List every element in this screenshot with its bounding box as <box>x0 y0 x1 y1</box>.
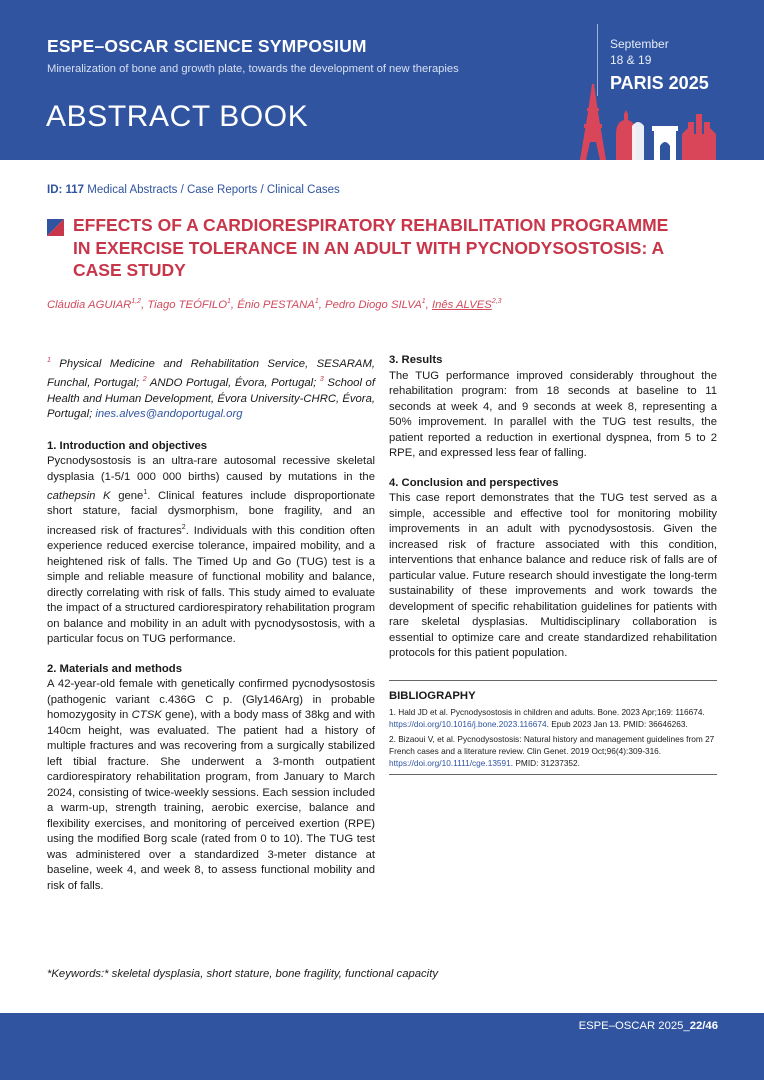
bibliography-entry <box>389 733 717 770</box>
event-dates <box>610 36 669 68</box>
affiliations <box>47 353 375 423</box>
intro-text-part: Pycnodysostosis is an ultra-rare autosomal recessive skeletal dysplasia (1-5/1 000 000 births) caused by mutations in the <box>47 455 375 483</box>
author-name: Énio PESTANA <box>237 298 315 311</box>
methods-heading: 2. Materials and methods <box>47 662 182 675</box>
doi-link[interactable]: https://doi.org/10.1016/j.bone.2023.116674 <box>389 719 547 730</box>
author-list: Cláudia AGUIAR$^{1,2}$, Tiago TEÓFILO$^1$, Énio PESTANA$^1$, Pedro Diogo SILVA$^1$, Inês ALVES$^{2,3}$ <box>47 298 502 311</box>
event-days: 18 & 19 <box>610 53 652 67</box>
header-banner <box>0 0 764 160</box>
author-name: Tiago TEÓFILO <box>147 298 227 311</box>
paris-skyline-icon <box>558 72 728 160</box>
keywords: *Keywords:* skeletal dysplasia, short stature, bone fragility, functional capacity <box>47 968 438 980</box>
bibliography-entry <box>389 706 717 731</box>
methods-text <box>47 677 375 894</box>
title-square-icon <box>47 219 64 236</box>
symposium-subtitle: Mineralization of bone and growth plate, towards the development of new therapies <box>47 63 459 75</box>
event-month: September <box>610 37 669 51</box>
reference-text: 1. Hald JD et al. Pycnodysostosis in children and adults. Bone. 2023 Apr;169: 116674. <box>389 707 705 717</box>
affiliation-number: 1 <box>47 357 51 364</box>
abstract-category-line <box>47 184 340 196</box>
methods-text-part: A 42-year-old female with genetically confirmed pycnodysostosis (pathogenic variant c.436G C p. (Gly146Arg) in probable homozygosity in <box>47 678 375 722</box>
page-footer <box>579 1020 718 1032</box>
methods-text-part: gene), with a body mass of 38kg and with 140cm height, was evaluated. The patient had a history of multiple fractures and was recovering from a surgically stabilized left tibial fracture. She underwent a 3-month outpatient cardiorespiratory rehabilitation program, from January to March 2024, consisting of twice-weekly sessions. Each session included a warm-up, strength training, aerobic exercise, balance and flexibility exercises, and monitoring of perceived exertion (RPE) using the modified Borg scale (rated from 0 to 10). The TUG test was administered over a standardized 3-meter distance at baseline, week 4, and week 8, to assess functional mobility and risk of falls. <box>47 709 376 892</box>
left-column <box>47 353 375 894</box>
bibliography-heading: BIBLIOGRAPHY <box>389 689 476 702</box>
footer-bar <box>0 1013 764 1080</box>
conclusion-heading: 4. Conclusion and perspectives <box>389 476 559 489</box>
right-column <box>389 353 717 775</box>
intro-text <box>47 454 375 648</box>
bibliography-divider-top <box>389 680 717 681</box>
author-affiliation: 1 <box>227 298 231 305</box>
author-name: Pedro Diogo SILVA <box>325 298 422 311</box>
abstract-title: EFFECTS OF A CARDIORESPIRATORY REHABILITATION PROGRAMME IN EXERCISE TOLERANCE IN AN ADULT WITH PYCNODYSOSTOSIS: A CASE STUDY <box>73 215 669 280</box>
contact-email-link[interactable]: ines.alves@andoportugal.org <box>95 408 243 421</box>
abstract-id: ID: 117 <box>47 184 85 196</box>
author-affiliation: 2,3 <box>491 298 502 305</box>
event-city: PARIS 2025 <box>610 73 709 93</box>
intro-text-part: . Individuals with this condition often experience reduced exercise tolerance, impaired mobility, and a heightened risk of falls. The Timed Up and Go (TUG) test is a simple and reliable measure of functional mobility and balance, directly correlating with risk of falls. This study aimed to evaluate the impact of a structured cardiorespiratory rehabilitation program on balance and mobility in an adult with pycnodysostosis, with a particular focus on TUG performance. <box>47 524 375 646</box>
intro-text-part: . Clinical features include disproportionate short stature, facial dysmorphism, bone fragility, and an increased risk of fractures <box>47 489 375 537</box>
affiliation-number: 2 <box>142 376 147 384</box>
reference-text: 2. Bizaoui V, et al. Pycnodysostosis: Natural history and management guidelines from 27 French cases and a literature review. Clin Genet. 2019 Oct;96(4):309-316. <box>389 733 715 756</box>
affiliation-1: Physical Medicine and Rehabilitation Service, SESARAM, Funchal, Portugal; <box>47 357 375 390</box>
gene-name: CTSK <box>131 709 162 722</box>
affiliation-3: School of Health and Human Development, Évora University-CHRC, Évora, Portugal; <box>47 377 375 421</box>
author-affiliation: 1,2 <box>131 298 142 305</box>
corresponding-author-name[interactable]: Inês ALVES <box>431 298 492 311</box>
page-number: 22/46 <box>689 1020 718 1032</box>
gene-name: cathepsin K <box>47 489 111 502</box>
reference-text: . PMID: 31237352. <box>510 758 580 769</box>
author-name: Cláudia AGUIAR <box>47 298 132 311</box>
conclusion-text: This case report demonstrates that the TUG test served as a simple, accessible and effective tool for monitoring mobility improvements in an adult with pycnodysostosis. Given the increased risk of fracture associated with this condition, interventions that enhance balance and reduce risk of falls are of particular value. Future research should investigate the long-term sustainability of these improvements and work towards the development of specific rehabilitation guidelines for patients with rare skeletal dysplasias. Multidisciplinary collaboration is essential to optimize care and create standardized rehabilitation protocols for this patient population. <box>389 492 717 659</box>
author-affiliation: 1 <box>314 298 319 305</box>
abstract-category: Medical Abstracts / Case Reports / Clinical Cases <box>87 184 340 196</box>
citation-ref: 2 <box>181 523 186 531</box>
bibliography-divider-bottom <box>389 774 717 775</box>
affiliation-2: ANDO Portugal, Évora, Portugal; <box>146 377 320 390</box>
results-heading: 3. Results <box>389 354 443 366</box>
reference-text: . Epub 2023 Jan 13. PMID: 36646263. <box>546 719 688 730</box>
doi-link[interactable]: https://doi.org/10.1111/cge.13591 <box>389 758 511 769</box>
intro-heading: 1. Introduction and objectives <box>47 439 208 452</box>
author-affiliation: 1 <box>421 298 426 305</box>
symposium-title: ESPE–OSCAR SCIENCE SYMPOSIUM <box>47 36 367 56</box>
citation-ref: 1 <box>143 489 148 497</box>
footer-label: ESPE–OSCAR 2025_ <box>578 1020 690 1032</box>
intro-text-part: gene <box>110 489 144 502</box>
results-text: The TUG performance improved considerably throughout the rehabilitation program: from 18 seconds at baseline to 11 seconds at week 4, and 9 seconds at week 8, representing a 50% improvement. In parallel with the TUG test results, the patient reported a reduction in exertional dyspnea, from 5 to 2 RPE, and expressed less fear of falling. <box>389 369 717 459</box>
abstract-book-heading: ABSTRACT BOOK <box>46 100 309 133</box>
affiliation-number: 3 <box>319 376 324 384</box>
